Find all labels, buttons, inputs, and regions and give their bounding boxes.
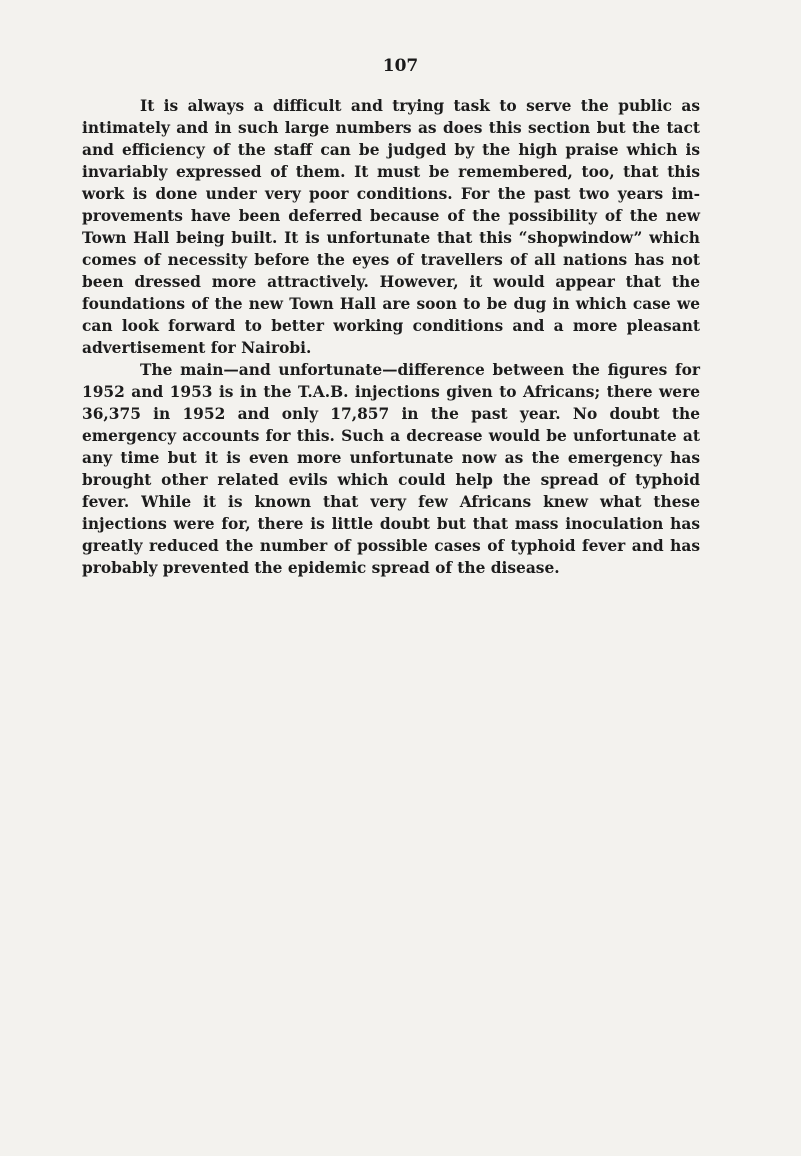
paragraph-1: It is always a difficult and trying task to serve the public as intimately and in such large numbers as does this section but the tact and efficiency of the staff can be judged by the high praise which is invariably expressed of them. It must be remembered, too, that this work is done under very poor conditions. For the past two years im- provements have been deferred because of the possibility of the new Town Hall being built. It is unfortunate that this “shopwindow” which comes of necessity before the eyes of travellers of all nations has not been dressed more attractively. However, it would appear that the foundations of the new Town Hall are soon to be dug in which case we can look forward to better working conditions and a more pleasant advertisement for Nairobi. xyxy=(82,97,700,357)
paragraph-2: The main—and unfortunate—difference between the figures for 1952 and 1953 is in the T.A.B. injections given to Africans; there were 36,375 in 1952 and only 17,857 in the past year. No doubt the emergency accounts for this. Such a decrease would be unfortunate at any time but it is even more unfortunate now as the emergency has brought other related evils which could help the spread of typhoid fever. While it is known that very few Africans knew what these injections were for, there is little doubt but that mass inoculation has greatly reduced the number of possible cases of typhoid fever and has probably prevented the epidemic spread of the disease. xyxy=(82,361,700,577)
paragraph-1-block xyxy=(82,95,700,359)
paragraph-2-block xyxy=(82,359,700,579)
page-number: 107 xyxy=(382,56,419,76)
